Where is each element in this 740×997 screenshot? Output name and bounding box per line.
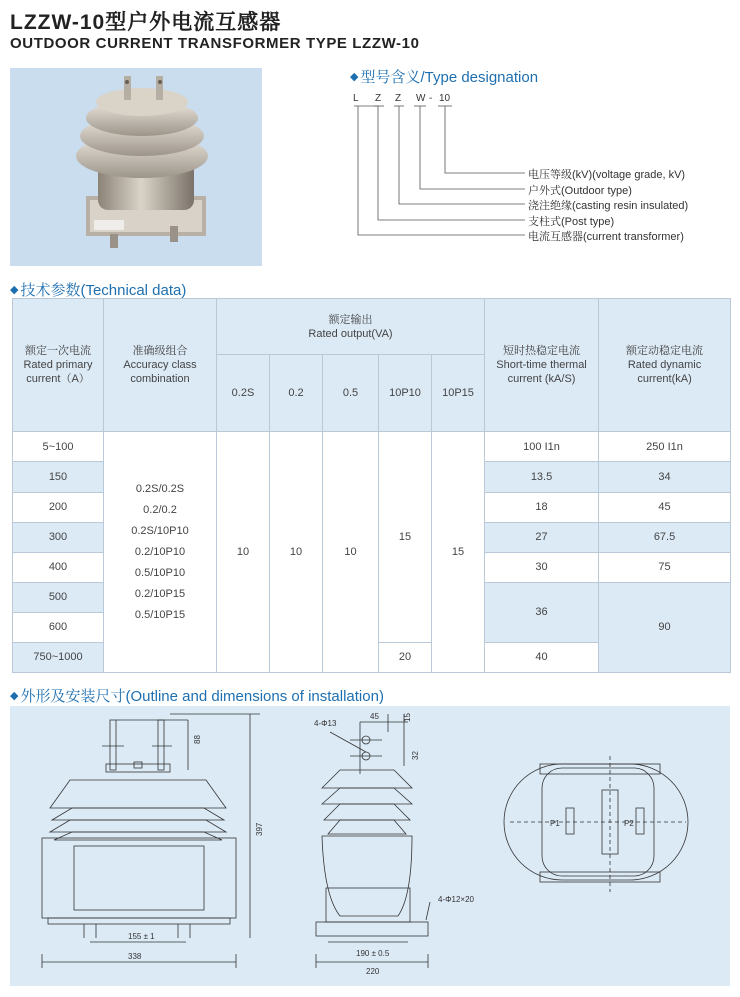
- dim-220: 220: [366, 967, 380, 976]
- dim-32: 32: [411, 751, 420, 760]
- cell-thermal: 100 I1n: [485, 432, 599, 462]
- header-output-02: 0.2: [270, 355, 323, 432]
- dim-338: 338: [128, 952, 142, 961]
- technical-data-table: [12, 298, 731, 673]
- cell-primary: 300: [13, 522, 104, 552]
- designation-dash: -: [429, 93, 433, 104]
- page-subtitle: OUTDOOR CURRENT TRANSFORMER TYPE LZZW-10: [10, 35, 420, 52]
- designation-heading: ◆ 型号含义/Type designation: [350, 69, 539, 86]
- product-photo: [10, 68, 262, 266]
- cell-output-02s: 10: [217, 432, 270, 673]
- designation-label-ct: 电流互感器(current transformer): [528, 231, 684, 243]
- outline-heading: ◆ 外形及安装尺寸(Outline and dimensions of installation): [10, 688, 384, 705]
- dim-88: 88: [193, 735, 202, 744]
- cell-dynamic: 250 I1n: [599, 432, 731, 462]
- header-output-10p10: 10P10: [379, 355, 432, 432]
- designation-label-post: 支柱式(Post type): [528, 216, 615, 228]
- cell-primary: 600: [13, 612, 104, 642]
- dim-155: 155 ± 1: [128, 932, 155, 941]
- header-primary: 额定一次电流 Rated primary current（A）: [13, 299, 104, 432]
- header-thermal: 短时热稳定电流 Short-time thermal current (kA/S): [485, 299, 599, 432]
- cell-primary: 150: [13, 462, 104, 492]
- cell-primary: 750~1000: [13, 642, 104, 672]
- dim-397: 397: [255, 822, 264, 836]
- page-title: LZZW-10型户外电流互感器: [10, 11, 282, 34]
- dim-15: 15: [403, 713, 412, 722]
- header-output: 额定输出 Rated output(VA): [217, 299, 485, 355]
- cell-thermal: 40: [485, 642, 599, 672]
- cell-thermal: 36: [485, 582, 599, 642]
- dim-45: 45: [370, 712, 379, 721]
- terminal-p1: P1: [550, 819, 560, 828]
- header-output-02s: 0.2S: [217, 355, 270, 432]
- cell-dynamic: 67.5: [599, 522, 731, 552]
- dim-190: 190 ± 0.5: [356, 949, 390, 958]
- designation-letter-w: W: [416, 93, 426, 104]
- cell-thermal: 30: [485, 552, 599, 582]
- designation-letter-10: 10: [439, 93, 451, 104]
- designation-letter-z2: Z: [395, 93, 402, 104]
- cell-dynamic: 90: [599, 582, 731, 672]
- cell-accuracy-combos: 0.2S/0.2S 0.2/0.2 0.2S/10P10 0.2/10P10 0.5/10P10 0.2/10P15 0.5/10P15: [104, 432, 217, 673]
- technical-heading: ◆ 技术参数(Technical data): [10, 282, 187, 299]
- terminal-p2: P2: [624, 819, 634, 828]
- cell-dynamic: 45: [599, 492, 731, 522]
- cell-primary: 5~100: [13, 432, 104, 462]
- outline-drawing-svg: [10, 706, 730, 986]
- designation-diagram: [350, 90, 730, 250]
- cell-output-10p10-last: 20: [379, 642, 432, 672]
- cell-primary: 500: [13, 582, 104, 612]
- cell-output-10p10: 15: [379, 432, 432, 643]
- dim-4phi13: 4-Φ13: [314, 719, 337, 728]
- designation-label-outdoor: 户外式(Outdoor type): [528, 185, 632, 197]
- cell-thermal: 27: [485, 522, 599, 552]
- cell-output-02: 10: [270, 432, 323, 673]
- cell-primary: 400: [13, 552, 104, 582]
- designation-label-voltage: 电压等级(kV)(voltage grade, kV): [528, 169, 686, 181]
- designation-letter-z1: Z: [375, 93, 382, 104]
- cell-dynamic: 34: [599, 462, 731, 492]
- cell-thermal: 13.5: [485, 462, 599, 492]
- header-dynamic: 额定动稳定电流 Rated dynamic current(kA): [599, 299, 731, 432]
- dim-4phi12: 4-Φ12×20: [438, 895, 474, 904]
- header-accuracy: 准确级组合 Accuracy class combination: [104, 299, 217, 432]
- cell-output-05: 10: [323, 432, 379, 673]
- cell-dynamic: 75: [599, 552, 731, 582]
- designation-label-casting: 浇注绝缘(casting resin insulated): [528, 200, 689, 212]
- header-output-05: 0.5: [323, 355, 379, 432]
- outline-drawing: [10, 706, 730, 986]
- cell-primary: 200: [13, 492, 104, 522]
- cell-output-10p15: 15: [432, 432, 485, 673]
- header-output-10p15: 10P15: [432, 355, 485, 432]
- designation-letter-l: L: [353, 93, 359, 104]
- cell-thermal: 18: [485, 492, 599, 522]
